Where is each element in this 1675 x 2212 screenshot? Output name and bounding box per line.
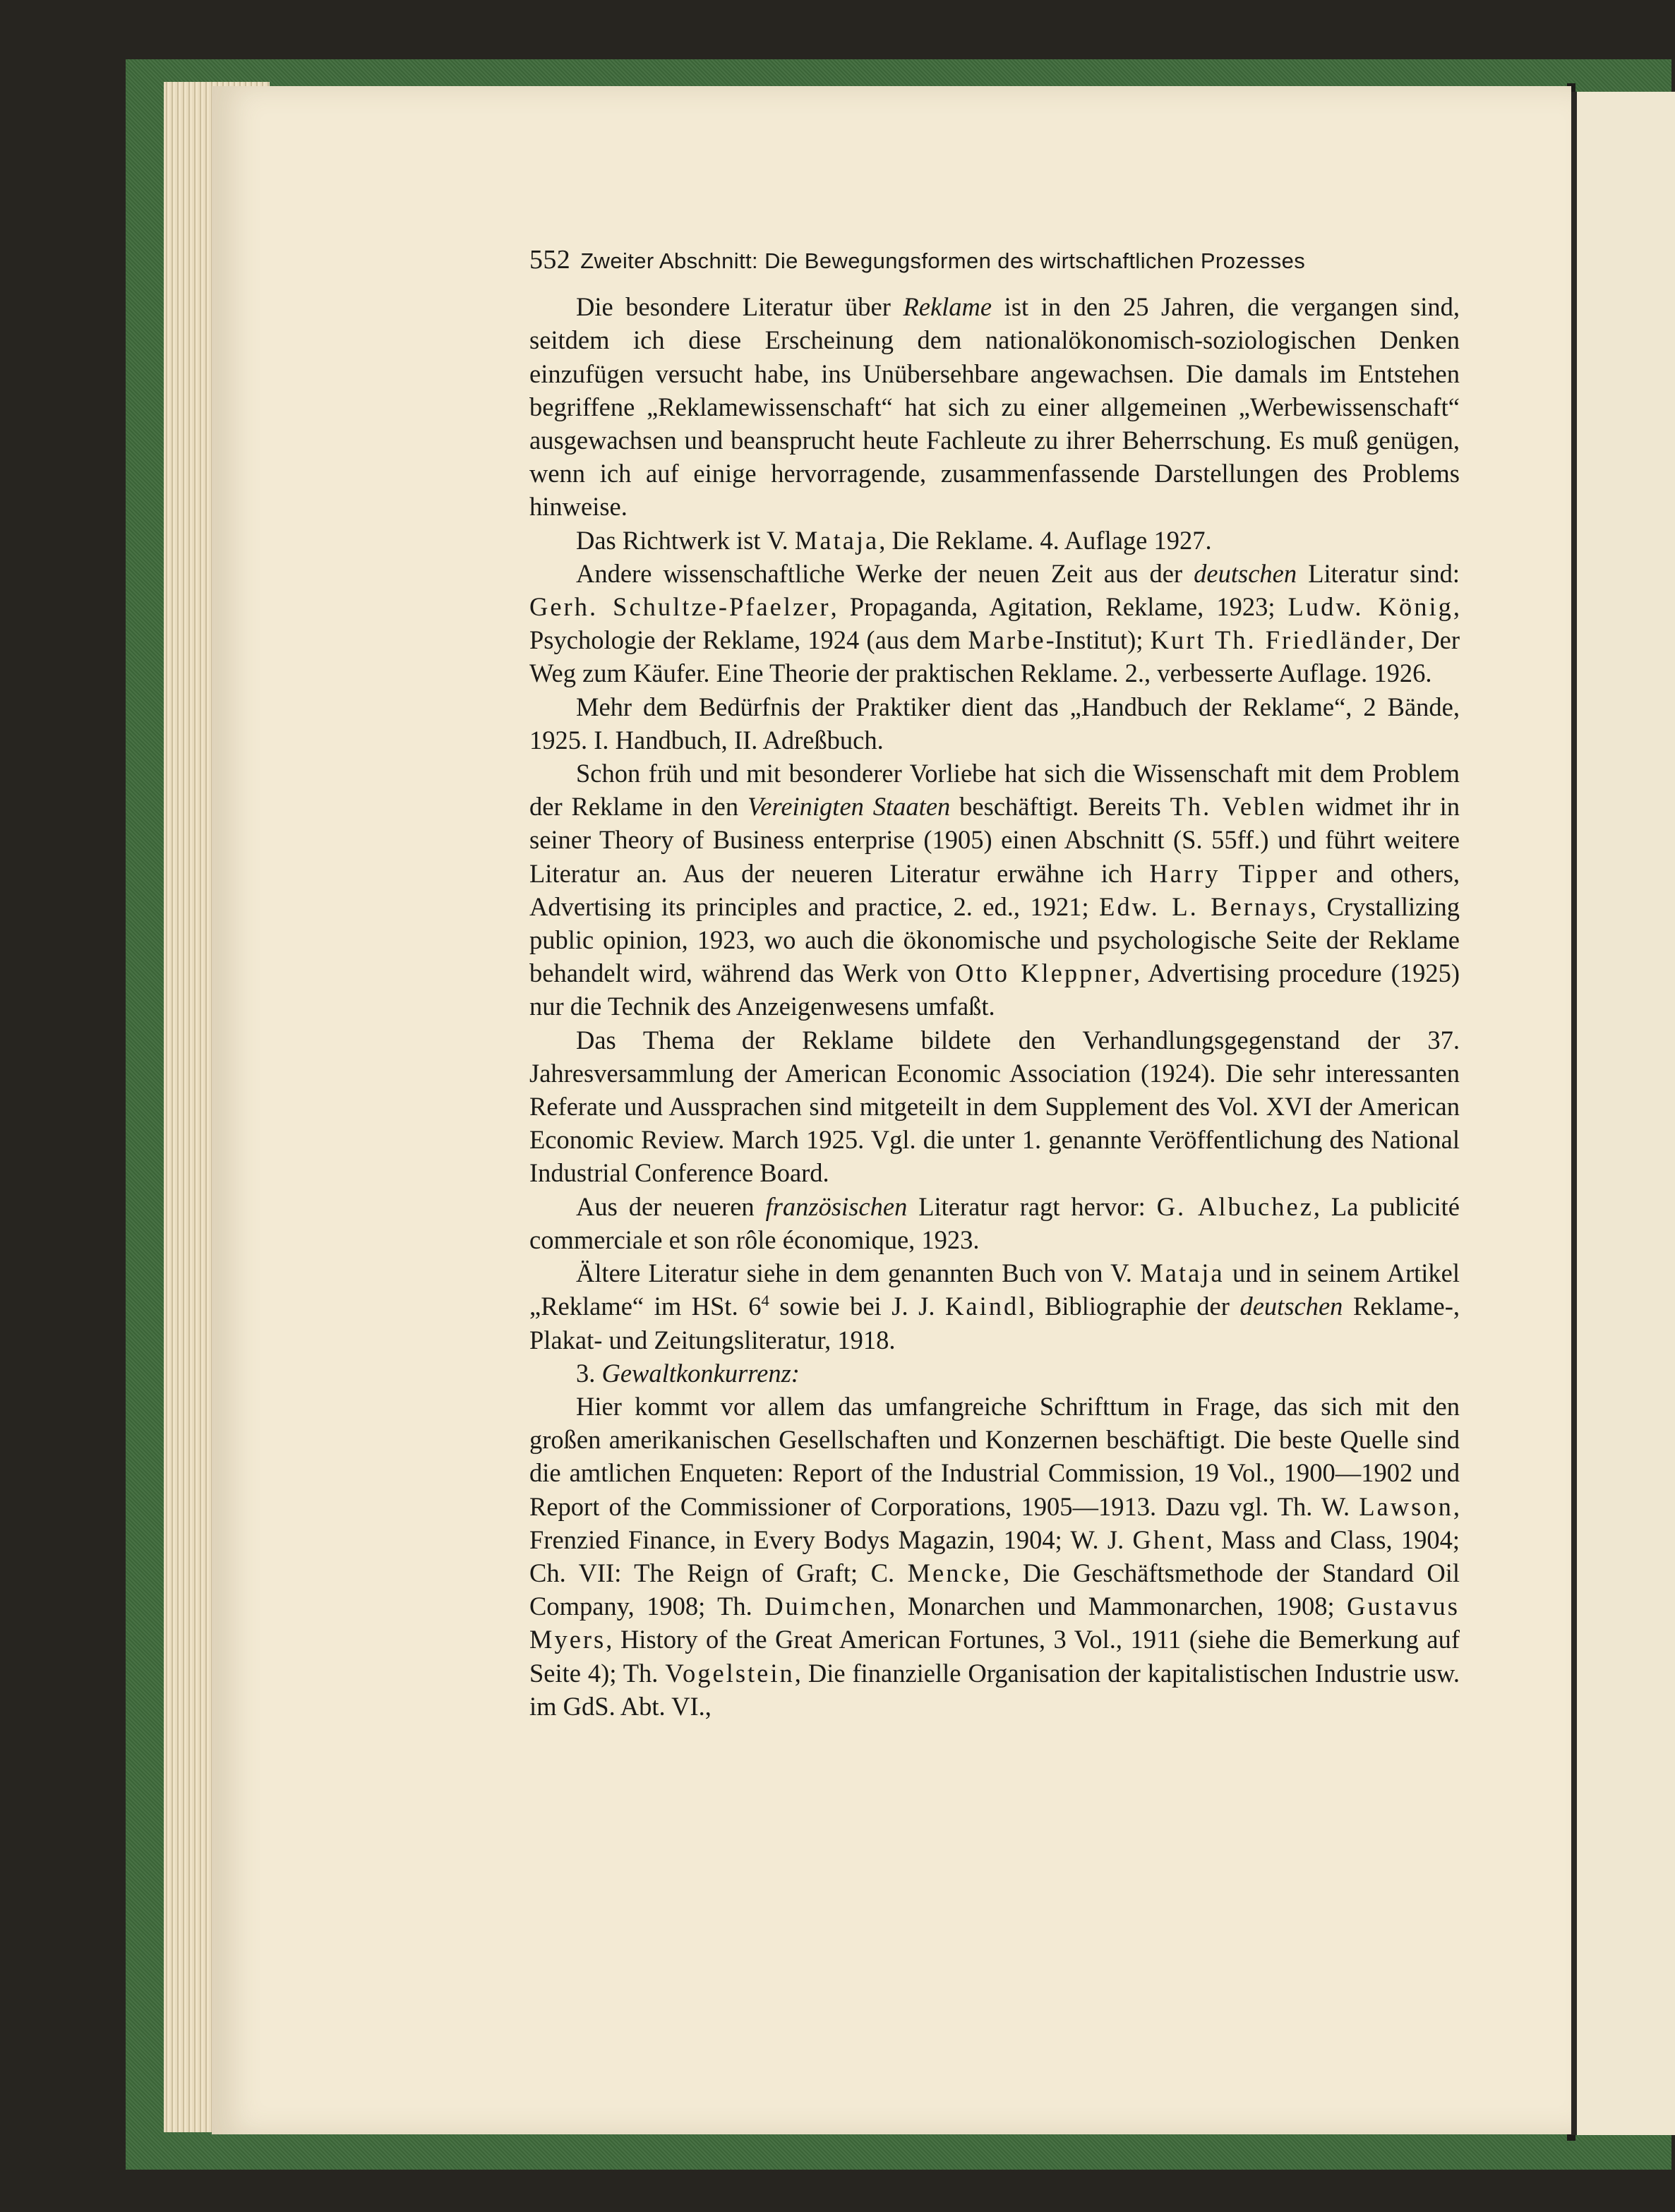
text-run: , History of the Great American Fortunes, 3 Vol., 1911 (siehe die Bemerkung auf Seite 4); Th. bbox=[529, 1625, 1460, 1688]
spaced-name: Kurt Th. Friedländer bbox=[1150, 625, 1408, 655]
spaced-name: Edw. L. Bernays bbox=[1099, 891, 1310, 921]
text-run: beschäftigt. Bereits bbox=[950, 792, 1170, 822]
text-run: , Mass and Class, 1904; Ch. VII: The Reign of Graft; C. bbox=[529, 1525, 1460, 1587]
italic-text: Reklame bbox=[903, 292, 992, 322]
text-run: , Frenzied Finance, in Every Bodys Magazin, 1904; W. J. bbox=[529, 1491, 1460, 1554]
spaced-name: Kaindl bbox=[945, 1292, 1028, 1321]
text-run: ist in den 25 Jahren, die vergangen sind, seitdem ich diese Erscheinung dem nationalökonomisch-soziologischen Denken einzufügen versucht habe, ins Unübersehbare angewachsen. Die damals im Entstehen begriffene „Reklamewissenschaft“ hat sich zu einer allgemeinen „Werbewissenschaft“ ausgewachsen und beansprucht heute Fachleute zu ihrer Beherrschung. Es muß genügen, wenn ich auf einige hervorragende, zusammenfassende Darstellungen des Problems hinweise. bbox=[529, 292, 1460, 522]
text-run: sowie bei J. J. bbox=[769, 1292, 946, 1321]
text-run: , Bibliographie der bbox=[1028, 1292, 1240, 1321]
italic-text: deutschen bbox=[1239, 1292, 1343, 1321]
text-run: , Psychologie der Reklame, 1924 (aus dem bbox=[529, 592, 1460, 655]
spaced-name: Vogelstein bbox=[665, 1658, 795, 1688]
text-run: Mehr dem Bedürfnis der Praktiker dient das „Handbuch der Reklame“, 2 Bände, 1925. I. Handbuch, II. Adreßbuch. bbox=[529, 692, 1460, 755]
spaced-name: Ludw. König bbox=[1287, 592, 1453, 622]
spaced-name: Mencke bbox=[907, 1558, 1004, 1587]
text-run: Reklame-, Plakat- und Zeitungsliteratur, 1918. bbox=[529, 1292, 1460, 1354]
text-run: Literatur sind: bbox=[1297, 558, 1460, 588]
paragraph-p10 bbox=[529, 1390, 1460, 1723]
text-run: Aus der neueren bbox=[576, 1191, 766, 1221]
body-text bbox=[529, 290, 1460, 1723]
text-run: , Die Reklame. 4. Auflage 1927. bbox=[879, 525, 1212, 555]
paragraph-p9 bbox=[529, 1357, 1460, 1390]
spaced-name: Duimchen bbox=[764, 1592, 889, 1621]
spaced-name: Gerh. Schultze-Pfaelzer bbox=[529, 592, 831, 622]
text-run: Andere wissenschaftliche Werke der neuen Zeit aus der bbox=[576, 558, 1194, 588]
paragraph-p1 bbox=[529, 290, 1460, 523]
text-run: , Advertising procedure (1925) nur die Technik des Anzeigenwesens umfaßt. bbox=[529, 958, 1460, 1021]
spaced-name: Mataja bbox=[1140, 1258, 1225, 1288]
spaced-name: Lawson bbox=[1359, 1491, 1453, 1521]
text-run: Literatur ragt hervor: bbox=[907, 1191, 1157, 1221]
running-title: Zweiter Abschnitt: Die Bewegungsformen des wirtschaftlichen Prozesses bbox=[580, 248, 1306, 273]
text-run: Ältere Literatur siehe in dem genannten Buch von V. bbox=[576, 1258, 1141, 1288]
spaced-name: Gustavus Myers bbox=[529, 1592, 1460, 1654]
text-run: und in seinem Artikel „Reklame“ im HSt. 6 bbox=[529, 1258, 1460, 1321]
paragraph-p4 bbox=[529, 690, 1460, 757]
spaced-name: Ghent bbox=[1132, 1525, 1206, 1554]
text-run: Das Thema der Reklame bildete den Verhandlungsgegenstand der 37. Jahresversammlung der American Economic Association (1924). Die sehr interessanten Referate und Aussprachen sind mitgeteilt in dem Supplement des Vol. XVI der American Economic Review. March 1925. Vgl. die unter 1. genannte Veröffentlichung des National Industrial Conference Board. bbox=[529, 1025, 1460, 1188]
spaced-name: G. Albuchez bbox=[1156, 1191, 1314, 1221]
spaced-name: Mataja bbox=[794, 525, 879, 555]
text-run: , Crystallizing public opinion, 1923, wo auch die ökonomische und psychologische Seite der Reklame behandelt wird, während das Werk von bbox=[529, 891, 1460, 988]
text-run: 3. bbox=[576, 1358, 602, 1388]
spaced-name: Harry Tipper bbox=[1149, 858, 1319, 888]
text-run: Hier kommt vor allem das umfangreiche Schrifttum in Frage, das sich mit den großen amerikanischen Gesellschaften und Konzernen beschäftigt. Die beste Quelle sind die amtlichen Enqueten: Report of the Industrial Commission, 19 Vol., 1900—1902 und Report of the Commissioner of Corporations, 1905—1913. Dazu vgl. Th. W. bbox=[529, 1391, 1460, 1521]
text-run: widmet ihr in seiner Theory of Business enterprise (1905) einen Abschnitt (S. 55ff.) und führt weitere Literatur an. Aus der neueren Literatur erwähne ich bbox=[529, 792, 1460, 888]
text-run: , Die Geschäftsmethode der Standard Oil Company, 1908; Th. bbox=[529, 1558, 1460, 1621]
text-run: , Der Weg zum Käufer. Eine Theorie der praktischen Reklame. 2., verbesserte Auflage. 1926. bbox=[529, 625, 1460, 688]
italic-text: Vereinigten Staaten bbox=[748, 792, 951, 822]
next-page-edge bbox=[1571, 92, 1675, 2135]
text-run: Das Richtwerk ist V. bbox=[576, 525, 795, 555]
spaced-name: Marbe bbox=[968, 625, 1046, 655]
text-run: , Die finanzielle Organisation der kapitalistischen Industrie usw. im GdS. Abt. VI., bbox=[529, 1658, 1460, 1721]
paragraph-p3 bbox=[529, 557, 1460, 690]
text-run: and others, Advertising its principles and practice, 2. ed., 1921; bbox=[529, 858, 1460, 921]
spaced-name: Otto Kleppner bbox=[955, 958, 1134, 988]
text-run: , Monarchen und Mammonarchen, 1908; bbox=[889, 1592, 1347, 1621]
text-run: Schon früh und mit besonderer Vorliebe hat sich die Wissenschaft mit dem Problem der Reklame in den bbox=[529, 759, 1460, 822]
italic-text: deutschen bbox=[1194, 558, 1297, 588]
paragraph-p5 bbox=[529, 757, 1460, 1023]
page-text-block bbox=[529, 244, 1460, 1723]
italic-text: französischen bbox=[765, 1191, 908, 1221]
page-number: 552 bbox=[529, 245, 571, 275]
running-header bbox=[529, 244, 1460, 277]
text-run: -Institut); bbox=[1045, 625, 1151, 655]
paragraph-p6 bbox=[529, 1023, 1460, 1190]
text-run: Die besondere Literatur über bbox=[576, 292, 903, 322]
sup-text: 4 bbox=[761, 1292, 769, 1310]
italic-text: Gewaltkonkurrenz: bbox=[601, 1358, 800, 1388]
text-run: , Propaganda, Agitation, Reklame, 1923; bbox=[830, 592, 1288, 622]
text-run: , La publicité commerciale et son rôle économique, 1923. bbox=[529, 1191, 1460, 1254]
paragraph-p2 bbox=[529, 524, 1460, 557]
paragraph-p8 bbox=[529, 1256, 1460, 1357]
spaced-name: Th. Veblen bbox=[1170, 792, 1307, 822]
paragraph-p7 bbox=[529, 1190, 1460, 1256]
